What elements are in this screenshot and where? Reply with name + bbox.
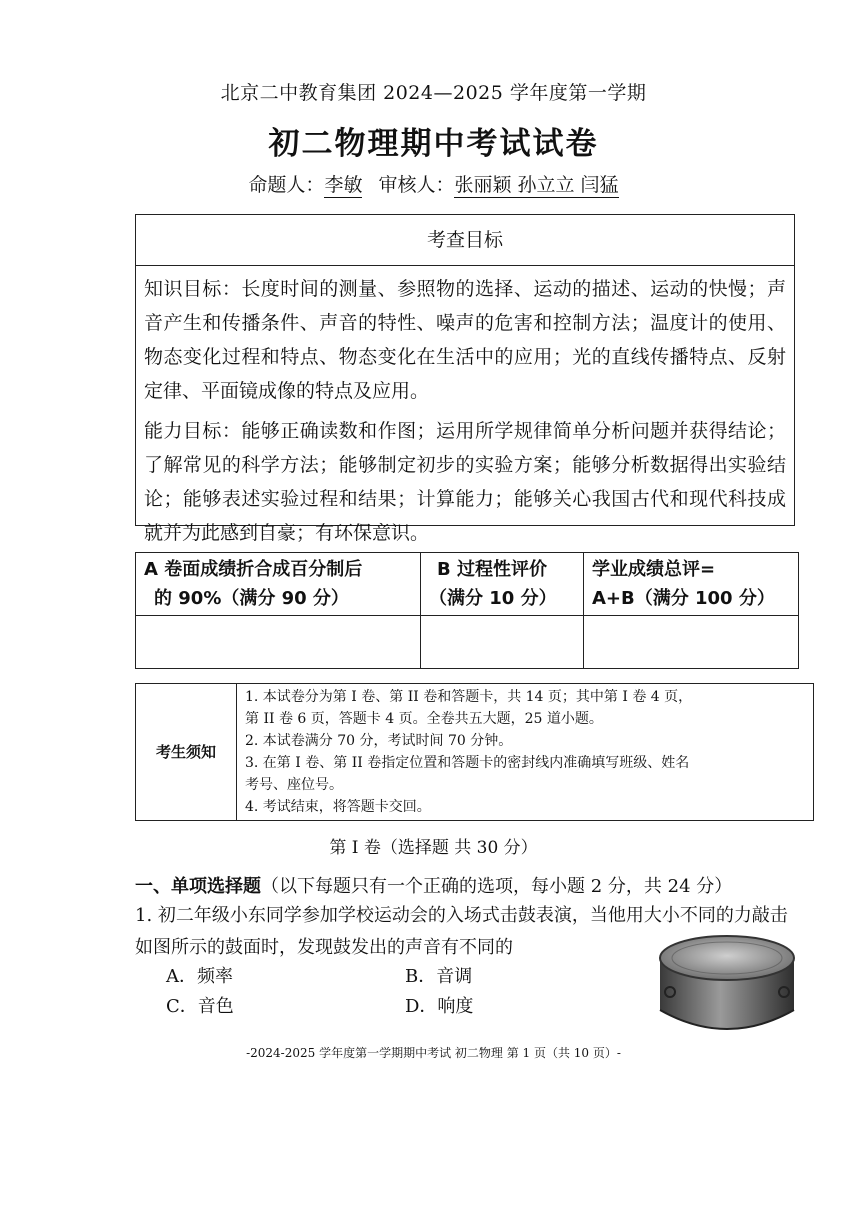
page-footer: -2024-2025 学年度第一学期期中考试 初二物理 第 1 页（共 10 页）- xyxy=(246,1046,621,1060)
school-year-header: 北京二中教育集团 2024—2025 学年度第一学期 xyxy=(220,82,647,104)
section-title: 第 I 卷（选择题 共 30 分） xyxy=(329,838,538,858)
notice-line: 第 II 卷 6 页，答题卡 4 页。全卷共五大题，25 道小题。 xyxy=(245,711,603,727)
option-a[interactable]: A．频率 xyxy=(166,966,233,987)
option-c[interactable]: C．音色 xyxy=(166,996,234,1017)
notice-line: 3. 在第 I 卷、第 II 卷指定位置和答题卡的密封线内准确填写班级、姓名 xyxy=(245,755,690,771)
notice-label: 考生须知 xyxy=(136,684,237,821)
score-b-cell[interactable] xyxy=(421,616,584,669)
notice-line: 1. 本试卷分为第 I 卷、第 II 卷和答题卡，共 14 页；其中第 I 卷 4 页， xyxy=(245,689,693,705)
part-title: 一、单项选择题 xyxy=(135,876,261,897)
notice-line: 4. 考试结束，将答题卡交回。 xyxy=(245,799,431,815)
score-col-a-header xyxy=(136,553,421,616)
author-name: 李敏 xyxy=(324,174,363,196)
score-col-c-header xyxy=(584,553,799,616)
score-col-a-line2: 的 90%（满分 90 分） xyxy=(154,588,349,609)
score-table xyxy=(135,552,799,669)
part-heading xyxy=(135,872,732,898)
option-d[interactable]: D．响度 xyxy=(405,996,474,1017)
question-1-text: 1. 初二年级小东同学参加学校运动会的入场式击鼓表演，当他用大小不同的力敲击如图所示的鼓面时，发现鼓发出的声音有不同的 xyxy=(135,905,788,958)
notice-line: 考号、座位号。 xyxy=(245,777,343,793)
score-total-cell[interactable] xyxy=(584,616,799,669)
reviewer-names: 张丽颖 孙立立 闫猛 xyxy=(454,174,619,196)
score-col-b-header xyxy=(421,553,584,616)
option-b[interactable]: B．音调 xyxy=(405,966,473,987)
score-col-c-line2: A+B（满分 100 分） xyxy=(592,588,775,609)
score-col-a-line1: A 卷面成绩折合成百分制后 xyxy=(144,559,363,580)
reviewer-label: 审核人： xyxy=(378,174,455,196)
author-label: 命题人： xyxy=(248,174,325,196)
score-col-c-line1: 学业成绩总评= xyxy=(592,559,716,580)
notice-content xyxy=(237,684,814,821)
score-col-b-line2: （满分 10 分） xyxy=(429,588,557,609)
score-a-cell[interactable] xyxy=(136,616,421,669)
authors-line xyxy=(0,170,867,197)
objectives-box xyxy=(135,214,795,544)
notice-line: 2. 本试卷满分 70 分，考试时间 70 分钟。 xyxy=(245,733,513,749)
notice-table xyxy=(135,683,814,821)
exam-title: 初二物理期中考试试卷 xyxy=(268,126,599,162)
objectives-heading: 考查目标 xyxy=(136,215,794,266)
score-col-b-line1: B 过程性评价 xyxy=(437,559,547,580)
part-description: （以下每题只有一个正确的选项，每小题 2 分，共 24 分） xyxy=(261,876,733,897)
ability-objectives: 能力目标：能够正确读数和作图；运用所学规律简单分析问题并获得结论；了解常见的科学方法；能够制定初步的实验方案；能够分析数据得出实验结论；能够表述实验过程和结果；计算能力；能够关心我国古代和现代科技成就并为此感到自豪；有环保意识。 xyxy=(144,420,786,544)
drum-illustration xyxy=(652,930,802,1040)
knowledge-objectives: 知识目标：长度时间的测量、参照物的选择、运动的描述、运动的快慢；声音产生和传播条件、声音的特性、噪声的危害和控制方法；温度计的使用、物态变化过程和特点、物态变化在生活中的应用；光的直线传播特点、反射定律、平面镜成像的特点及应用。 xyxy=(144,278,786,402)
